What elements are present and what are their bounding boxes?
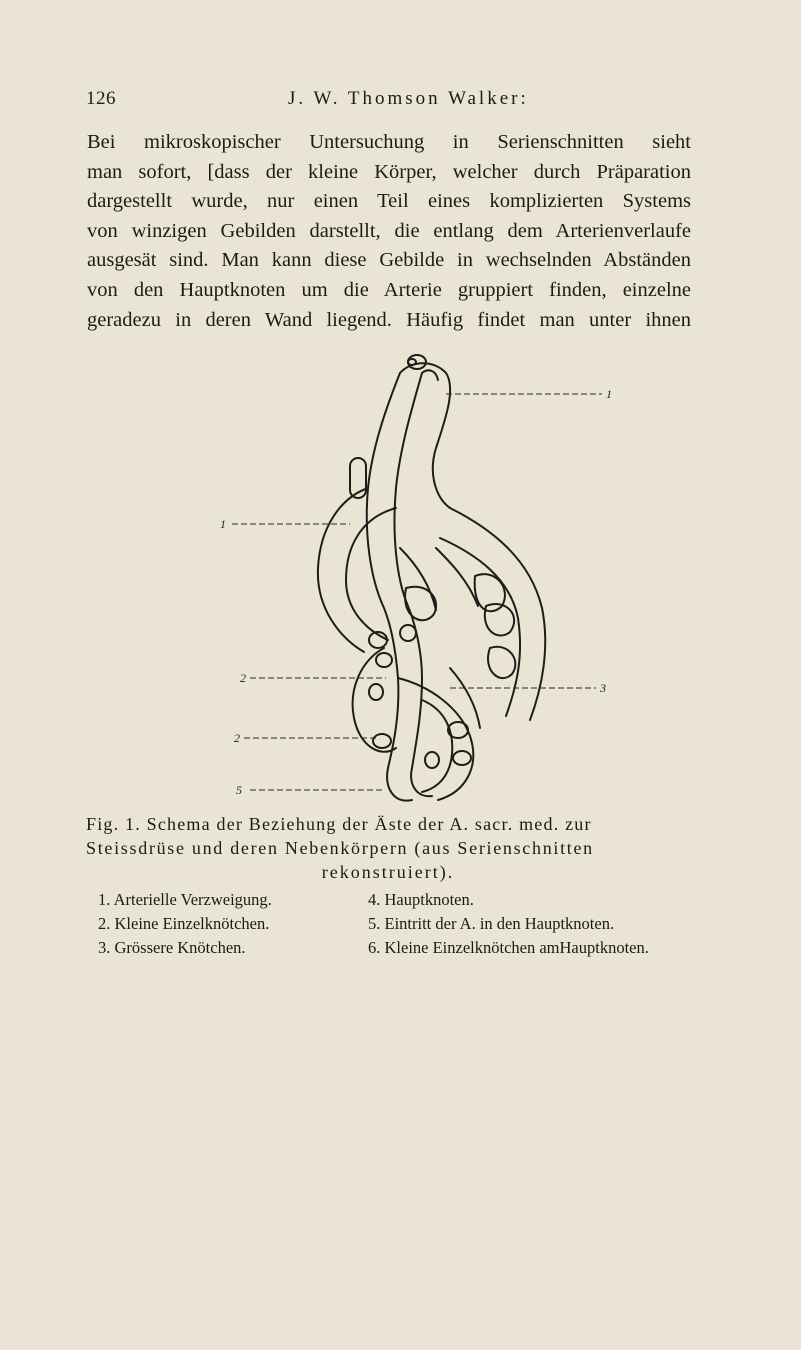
legend-item: 4. Hauptknoten. [368,890,474,909]
text-line: geradezu in deren Wand liegend. Häufig findet man unter ihnen [87,308,691,331]
nodule [448,722,468,738]
legend-item: 6. Kleine Einzelknötchen amHauptknoten. [368,938,649,957]
branch-top-inner [422,370,438,380]
legend-column-left [98,888,272,960]
label-2: 2 [240,671,246,685]
nodule [408,359,416,365]
nodule [369,684,383,700]
nodule [405,587,436,621]
page-header [86,84,686,118]
vessel-segment [436,548,478,606]
label-1: 1 [220,517,226,531]
branch-lower-outer [398,678,473,800]
text-line: ausgesät sind. Man kann diese Gebilde in wechselnden Abständen [87,249,691,272]
artery-schema-drawing [150,348,670,804]
nodule [376,653,392,667]
legend-item: 1. Arterielle Verzweigung. [98,890,272,909]
branch-top [400,363,450,508]
label-1: 1 [606,387,612,401]
label-3: 3 [600,681,606,695]
vessel-segment [450,668,480,728]
caption-line: rekonstruiert). [321,862,455,882]
label-2: 2 [234,731,240,745]
body-paragraph [87,128,691,335]
page-number: 126 [86,88,116,109]
branch-lower-inner [422,700,452,792]
running-title: J. W. Thomson Walker: [288,88,529,109]
legend-item: 2. Kleine Einzelknötchen. [98,914,270,933]
nodule [373,734,391,748]
label-5: 5 [236,783,242,797]
text-line: dargestellt wurde, nur einen Teil eines komplizierten Systems [87,190,691,213]
figure-caption [86,812,690,884]
text-line: man sofort, [dass der kleine Körper, welcher durch Präparation [87,160,691,183]
nodule [425,752,439,768]
figure-schema [150,348,670,804]
caption-line: Steissdrüse und deren Nebenkörpern (aus Serienschnitten [86,838,594,858]
branch-left-outer [318,488,368,652]
legend-item: 3. Grössere Knötchen. [98,938,246,957]
text-line: von winzigen Gebilden darstellt, die entlang dem Arterienverlaufe [87,219,691,242]
caption-line: Fig. 1. Schema der Beziehung der Äste der A. sacr. med. zur [86,814,592,834]
legend-column-right [368,888,649,960]
nodule [453,751,471,765]
nodule [488,647,515,678]
legend-item: 5. Eintritt der A. in den Hauptknoten. [368,914,615,933]
nodule [400,625,416,641]
text-line: Bei mikroskopischer Untersuchung in Serienschnitten sieht [87,131,691,153]
text-line: von den Hauptknoten um die Arterie gruppiert finden, einzelne [87,278,691,301]
